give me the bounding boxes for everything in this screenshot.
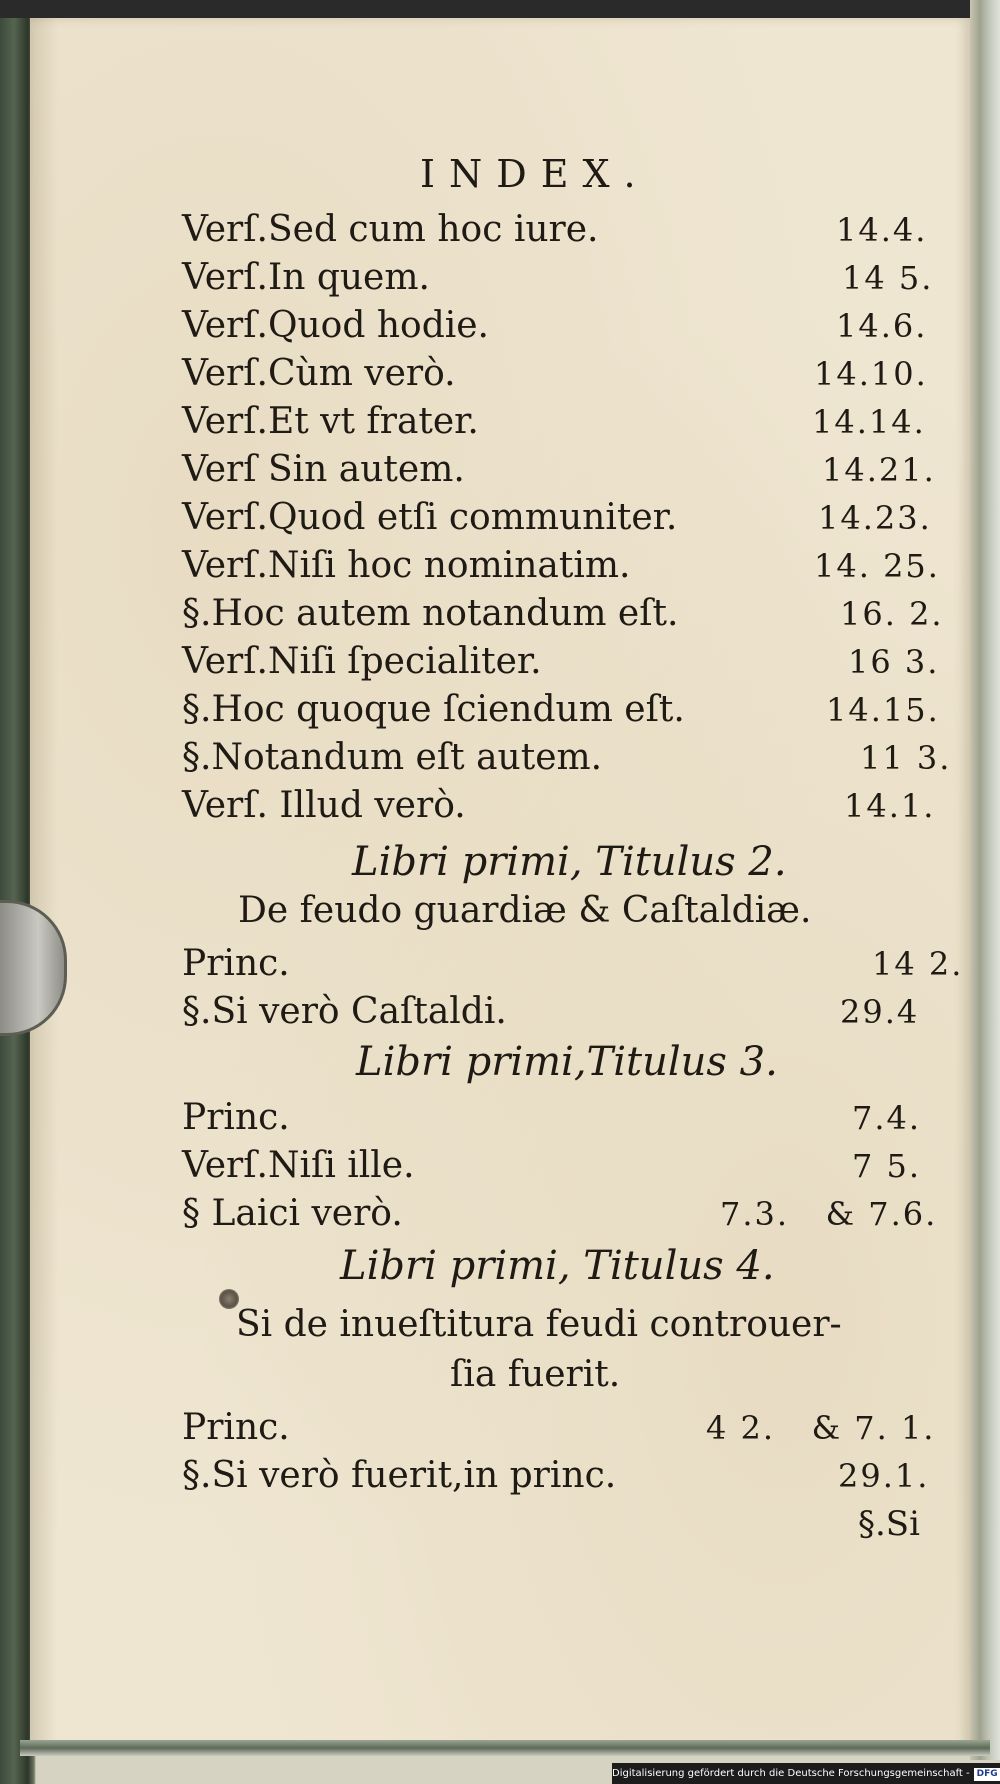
index-entry <box>182 590 942 638</box>
index-entry <box>182 302 942 350</box>
entry-label: Verſ.In quem. <box>182 257 430 298</box>
entry-reference: 14 2. <box>872 945 964 983</box>
index-entry <box>182 686 942 734</box>
entry-label: Verſ.Et vt frater. <box>182 401 479 442</box>
entry-label: Verſ.Niſi ſpecialiter. <box>182 641 542 682</box>
section-subtitle: De feudo guardiæ & Caſtaldiæ. <box>238 890 812 931</box>
digitization-credit <box>612 1763 1000 1784</box>
credit-text: Digitalisierung gefördert durch die Deutsche Forschungsgemeinschaft - <box>612 1768 970 1779</box>
index-entry <box>182 1452 942 1500</box>
entry-label: Verſ Sin autem. <box>182 449 465 490</box>
entry-label: Princ. <box>182 1097 290 1138</box>
entry-reference: 14.14. <box>812 403 926 441</box>
entry-label: §.Si verò fuerit,in princ. <box>182 1455 617 1496</box>
catchword: §.Si <box>858 1504 920 1544</box>
entry-label: §.Hoc quoque ſciendum eſt. <box>182 689 685 730</box>
entry-label: Princ. <box>182 943 290 984</box>
index-entry <box>182 734 952 782</box>
section-title: Libri primi, Titulus 4. <box>340 1243 775 1289</box>
entry-label: Princ. <box>182 1407 290 1448</box>
entry-reference: 7 5. <box>852 1147 922 1185</box>
entry-reference: 14.4. <box>836 211 928 249</box>
entry-reference: 11 3. <box>860 739 952 777</box>
index-entry <box>182 988 942 1036</box>
entry-label: Verſ.Quod etſi communiter. <box>182 497 678 538</box>
index-entry <box>182 1190 942 1238</box>
entry-reference: 29.4 <box>840 993 920 1031</box>
index-entry <box>182 398 942 446</box>
index-entry <box>182 350 942 398</box>
index-entry <box>182 940 964 988</box>
entry-reference: 14.15. <box>826 691 940 729</box>
entry-reference: 14.6. <box>836 307 928 345</box>
dfg-logo: DFG <box>974 1768 1000 1781</box>
entry-label: Verſ.Niſi ille. <box>182 1145 415 1186</box>
index-entry <box>182 542 942 590</box>
entry-reference: 4 2. & 7. 1. <box>706 1409 936 1447</box>
entry-label: §.Hoc autem notandum eſt. <box>182 593 679 634</box>
section-subtitle: ſia fuerit. <box>450 1354 621 1395</box>
index-entry <box>182 1142 942 1190</box>
entry-reference: 16 3. <box>848 643 940 681</box>
entry-label: §.Si verò Caſtaldi. <box>182 991 507 1032</box>
section-subtitle: Si de inueſtitura feudi controuer- <box>236 1304 842 1345</box>
entry-label: Verſ.Quod hodie. <box>182 305 490 346</box>
index-entry <box>182 494 942 542</box>
entry-reference: 14.21. <box>822 451 936 489</box>
entry-reference: 16. 2. <box>840 595 944 633</box>
entry-label: Verſ.Sed cum hoc iure. <box>182 209 599 250</box>
entry-reference: 14.10. <box>814 355 928 393</box>
entry-label: Verſ. Illud verò. <box>182 785 466 826</box>
entry-reference: 7.4. <box>852 1099 922 1137</box>
section-title: Libri primi, Titulus 2. <box>352 839 787 885</box>
index-entry <box>182 638 942 686</box>
entry-reference: 14 5. <box>842 259 934 297</box>
entry-reference: 7.3. & 7.6. <box>720 1195 938 1233</box>
page-title: INDEX. <box>420 152 650 196</box>
entry-reference: 29.1. <box>838 1457 930 1495</box>
entry-reference: 14.1. <box>844 787 936 825</box>
index-entry <box>182 446 942 494</box>
index-entry <box>182 1094 942 1142</box>
index-entry <box>182 782 942 830</box>
index-entry <box>182 254 942 302</box>
index-entry <box>182 206 942 254</box>
entry-label: Verſ.Cùm verò. <box>182 353 456 394</box>
entry-label: §.Notandum eſt autem. <box>182 737 603 778</box>
entry-label: § Laici verò. <box>182 1193 403 1234</box>
section-title: Libri primi,Titulus 3. <box>356 1039 778 1085</box>
index-entry <box>182 1404 942 1452</box>
entry-reference: 14. 25. <box>814 547 940 585</box>
entry-reference: 14.23. <box>818 499 932 537</box>
entry-label: Verſ.Niſi hoc nominatim. <box>182 545 631 586</box>
